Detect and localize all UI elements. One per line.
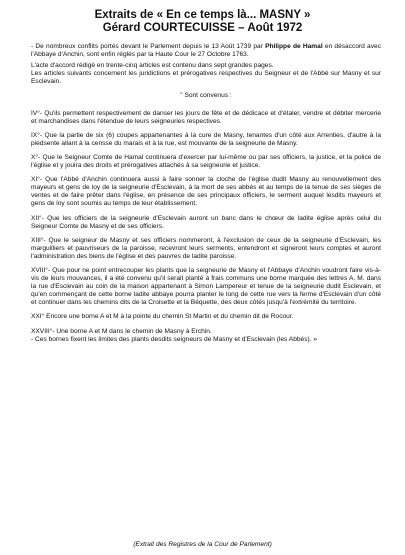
article [31,132,381,148]
article-text: - Que l'Abbé d'Anchin continuera aussi à faire sonner la cloche de l'église dudit Masny au renouvellement des mayeurs et gens de loy de la seigneurie d'Esclevain, à la mort de ses abbés et au temps de la tenue de ses sièges de ventes et de faire prêter dans l'église, en présence de ses principaux officiers, le serment auquel lesdits mayeurs et gens de loy sont soumis au temps de leur établissement. [31,176,381,208]
article [31,110,381,126]
article-number: IX° [31,131,40,139]
article [31,237,381,261]
intro-articles-line: Les articles suivants concernent les juridictions et prérogatives respectives du Seigneur et de l'Abbé sur Masny et sur Esclevain. [31,70,381,86]
article-text: - Que pour ne point entrecouper les plants que la seigneurie de Masny et l'Abbaye d'Anchin voudront faire vis-à-vis de leurs mouvances, il a été convenu qu'il serait planté à frais communs une borne marquée des lettres A. M. dans la rue d'Esclevain au coin de la maison appartenant à Simon Lampereur et tenue de la seigneurie dudit Esclevain, et qu'en commençant de cette borne ladite abbaye pourra planter le long de cette rue vers la ferme d'Esclevain d'un côté et continuer dans les chemins dits de la Croisette et la Béquette, des deux côtés jusqu'à l'extrémité du territoire. [31,266,381,307]
article-text: - Une borne A et M dans le chemin de Masny à Erchin. [52,327,212,335]
article-number: XIII° [31,236,44,244]
article-number: XXI° [31,313,45,321]
article-number: IV° [31,109,40,117]
article [31,176,381,208]
intro-name: Philippe de Hamal [265,43,323,50]
article-number: XVIII° [31,266,48,274]
intro-text-before: - De nombreux conflits portés devant le Parlement depuis le 13 Août 1739 par [31,43,266,50]
article-number: XXVIII° [31,327,53,335]
article-text: - Que la partie de six (6) coupes appartenantes à la cure de Masny, tenantes d'un côté aux Arrenties, d'autre à la piedsente allant à la censse du marais et à la rue, est mouvante de la seigneurie de Masny. [31,131,381,147]
convenus-heading: " Sont convenus : [180,92,232,100]
intro-pages-line: L'acte d'accord rédigé en trente-cinq articles est contenu dans sept grandes pages. [31,62,274,70]
intro-paragraph [31,43,381,59]
article [31,313,381,321]
article [31,215,381,231]
article-text: - Qu'ils permettent respectivement de danser les jours de fête et de dédicace et d'étaler, vendre et débiter mercerie et marchandises dans l'étendue de leurs seigneuries respectives. [31,109,381,125]
article-text: - Que les officiers de la seigneurie d'Esclevain auront un banc dans le chœur de ladite église après celui du Seigneur Comte de Masny et de ses officiers. [31,214,381,230]
article-number: XI° [31,176,40,184]
article-text: - Que le Seigneur Comte de Hamal continuera d'exercer par lui-même ou par ses officiers, la justice, et la police de l'église et y jouira des droits et prérogatives attachés à sa seigneurie et justice. [31,153,381,170]
article-number: XII° [31,214,42,222]
article-text: - Que le seigneur de Masny et ses officiers nommeront, à l'exclusion de ceux de la seigneurie d'Esclevain, les marguilliers et pauvriseurs de la paroisse, recevront leurs serments, entendront et signeront leurs comptes et auront l'administration des biens de l'église et des pauvres de ladite paroisse. [31,236,381,260]
intro-text-after: en désaccord avec l'Abbaye d'Anchin, sont enfin réglés par la Haute Cour le 27 Octobre 1763. [31,43,381,59]
article [31,267,381,307]
source-note: (Extrait des Registres de la Cour de Parlement) [133,541,272,548]
document-body [31,43,381,347]
article [31,154,381,170]
document-title: Extraits de « En ce temps là... MASNY » [94,9,311,21]
article-number: X° [31,153,39,161]
closing-paragraph: - Ces bornes fixent les limites des plants desdits seigneurs de Masny et d'Esclevain (les Abbés). » [31,335,318,343]
article [31,328,381,336]
document-subtitle: Gérard COURTECUISSE – Août 1972 [102,22,303,34]
article-text: Encore une borne A et M à la pointe du chemin St Martin et du chemin dit de Rocour. [44,313,294,321]
